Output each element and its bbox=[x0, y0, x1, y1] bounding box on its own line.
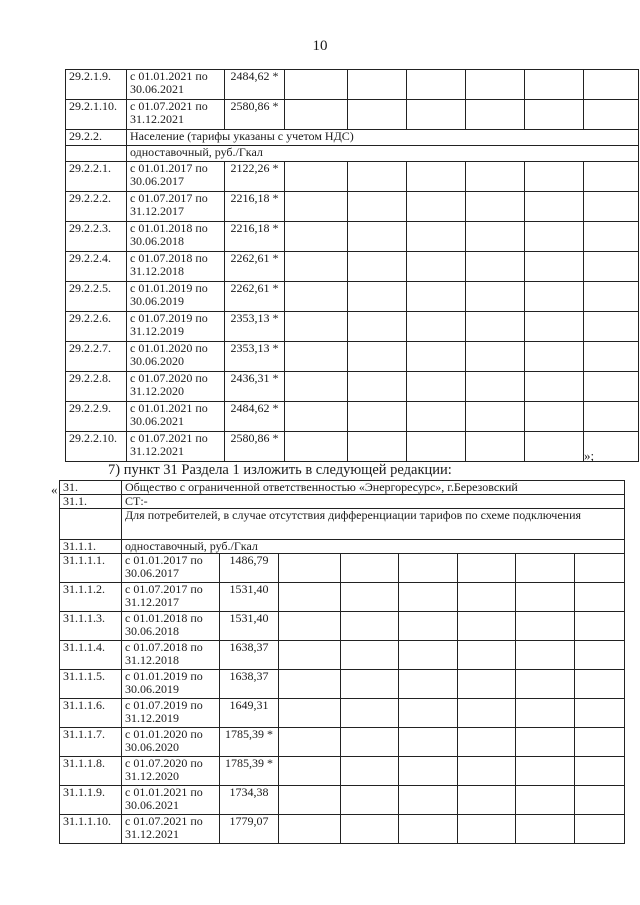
empty-cell bbox=[407, 70, 466, 100]
empty-cell bbox=[458, 699, 516, 728]
tariff-table-section-29 bbox=[65, 69, 639, 462]
empty-cell bbox=[341, 670, 399, 699]
empty-cell bbox=[516, 699, 575, 728]
empty-cell bbox=[466, 342, 525, 372]
row-period: с 01.01.2017 по 30.06.2017 bbox=[127, 162, 225, 192]
empty-cell bbox=[525, 192, 584, 222]
table-row bbox=[60, 495, 625, 509]
empty-cell bbox=[525, 402, 584, 432]
empty-cell bbox=[525, 162, 584, 192]
empty-cell bbox=[458, 554, 516, 583]
row-tariff-value: 2262,61 * bbox=[225, 282, 285, 312]
row-code: 31.1.1.4. bbox=[60, 641, 122, 670]
row-code: 29.2.1.10. bbox=[66, 100, 127, 130]
empty-cell bbox=[407, 252, 466, 282]
row-period: с 01.07.2018 по 31.12.2018 bbox=[122, 641, 220, 670]
empty-cell bbox=[525, 252, 584, 282]
empty-cell bbox=[466, 100, 525, 130]
empty-cell bbox=[516, 554, 575, 583]
empty-cell bbox=[575, 786, 625, 815]
empty-cell bbox=[399, 670, 458, 699]
empty-cell bbox=[348, 342, 407, 372]
closing-quote-mark: »; bbox=[584, 448, 595, 463]
row-code: 31.1.1.2. bbox=[60, 583, 122, 612]
row-period: с 01.01.2019 по 30.06.2019 bbox=[122, 670, 220, 699]
row-tariff-value: 1785,39 * bbox=[220, 757, 279, 786]
row-code: 31.1.1.8. bbox=[60, 757, 122, 786]
row-tariff-value: 1638,37 bbox=[220, 670, 279, 699]
empty-cell bbox=[407, 282, 466, 312]
empty-cell bbox=[399, 757, 458, 786]
empty-cell bbox=[525, 70, 584, 100]
table-row bbox=[60, 815, 625, 844]
empty-cell bbox=[466, 312, 525, 342]
row-code: 29.2.2.2. bbox=[66, 192, 127, 222]
empty-cell bbox=[584, 222, 639, 252]
empty-cell bbox=[575, 612, 625, 641]
empty-cell bbox=[399, 612, 458, 641]
empty-cell bbox=[348, 252, 407, 282]
empty-cell bbox=[279, 583, 341, 612]
empty-cell bbox=[285, 162, 348, 192]
empty-cell bbox=[458, 757, 516, 786]
empty-cell bbox=[399, 554, 458, 583]
table-row bbox=[66, 130, 639, 146]
empty-cell bbox=[516, 641, 575, 670]
empty-cell bbox=[285, 70, 348, 100]
empty-cell bbox=[341, 554, 399, 583]
empty-cell bbox=[466, 222, 525, 252]
row-tariff-value: 1785,39 * bbox=[220, 728, 279, 757]
empty-cell bbox=[285, 222, 348, 252]
row-period: с 01.01.2017 по 30.06.2017 bbox=[122, 554, 220, 583]
empty-cell bbox=[285, 402, 348, 432]
table-row bbox=[66, 312, 639, 342]
page-number: 10 bbox=[312, 38, 328, 54]
empty-cell bbox=[525, 222, 584, 252]
row-period: с 01.01.2018 по 30.06.2018 bbox=[122, 612, 220, 641]
row-tariff-value: 2353,13 * bbox=[225, 312, 285, 342]
empty-cell bbox=[575, 815, 625, 844]
table-row bbox=[66, 402, 639, 432]
row-tariff-value: 2262,61 * bbox=[225, 252, 285, 282]
row-period: с 01.01.2020 по 30.06.2020 bbox=[122, 728, 220, 757]
empty-cell bbox=[399, 728, 458, 757]
row-heading: Общество с ограниченной ответственностью «Энергоресурс», г.Березовский bbox=[122, 481, 625, 495]
row-tariff-value: 2216,18 * bbox=[225, 222, 285, 252]
empty-cell bbox=[516, 815, 575, 844]
empty-cell bbox=[285, 252, 348, 282]
empty-cell bbox=[407, 100, 466, 130]
empty-cell bbox=[399, 815, 458, 844]
empty-cell bbox=[399, 786, 458, 815]
empty-cell bbox=[466, 282, 525, 312]
table-row bbox=[66, 342, 639, 372]
row-tariff-value: 1649,31 bbox=[220, 699, 279, 728]
empty-cell bbox=[348, 402, 407, 432]
empty-cell bbox=[341, 786, 399, 815]
row-tariff-value: 2484,62 * bbox=[225, 70, 285, 100]
row-tariff-value: 2580,86 * bbox=[225, 100, 285, 130]
empty-cell bbox=[584, 282, 639, 312]
row-tariff-value: 2122,26 * bbox=[225, 162, 285, 192]
empty-cell bbox=[407, 372, 466, 402]
empty-cell bbox=[458, 786, 516, 815]
row-code bbox=[60, 509, 122, 540]
empty-cell bbox=[285, 342, 348, 372]
row-tariff-value: 1638,37 bbox=[220, 641, 279, 670]
empty-cell bbox=[341, 728, 399, 757]
empty-cell bbox=[279, 554, 341, 583]
table-row bbox=[66, 100, 639, 130]
empty-cell bbox=[348, 432, 407, 462]
empty-cell bbox=[348, 100, 407, 130]
empty-cell bbox=[525, 312, 584, 342]
table-row bbox=[60, 728, 625, 757]
row-tariff-value: 2353,13 * bbox=[225, 342, 285, 372]
empty-cell bbox=[285, 432, 348, 462]
empty-cell bbox=[341, 612, 399, 641]
row-period: с 01.07.2020 по 31.12.2020 bbox=[122, 757, 220, 786]
row-period: с 01.01.2018 по 30.06.2018 bbox=[127, 222, 225, 252]
empty-cell bbox=[399, 583, 458, 612]
row-tariff-value: 1779,07 bbox=[220, 815, 279, 844]
row-code: 29.2.2.6. bbox=[66, 312, 127, 342]
empty-cell bbox=[341, 815, 399, 844]
row-code: 29.2.2.5. bbox=[66, 282, 127, 312]
row-code: 31. bbox=[60, 481, 122, 495]
empty-cell bbox=[407, 162, 466, 192]
empty-cell bbox=[575, 699, 625, 728]
row-code: 31.1.1. bbox=[60, 540, 122, 554]
empty-cell bbox=[525, 342, 584, 372]
empty-cell bbox=[458, 815, 516, 844]
empty-cell bbox=[466, 372, 525, 402]
row-period: с 01.07.2017 по 31.12.2017 bbox=[127, 192, 225, 222]
empty-cell bbox=[279, 699, 341, 728]
row-period: с 01.01.2019 по 30.06.2019 bbox=[127, 282, 225, 312]
empty-cell bbox=[348, 70, 407, 100]
row-code: 29.2.2.1. bbox=[66, 162, 127, 192]
empty-cell bbox=[516, 757, 575, 786]
empty-cell bbox=[407, 432, 466, 462]
row-code: 29.2.2.4. bbox=[66, 252, 127, 282]
empty-cell bbox=[466, 432, 525, 462]
row-code: 29.2.2.10. bbox=[66, 432, 127, 462]
empty-cell bbox=[584, 162, 639, 192]
empty-cell bbox=[575, 757, 625, 786]
table-row bbox=[66, 70, 639, 100]
empty-cell bbox=[458, 583, 516, 612]
empty-cell bbox=[516, 728, 575, 757]
empty-cell bbox=[285, 192, 348, 222]
empty-cell bbox=[525, 432, 584, 462]
table-row bbox=[66, 282, 639, 312]
row-code: 29.2.2.7. bbox=[66, 342, 127, 372]
empty-cell bbox=[458, 728, 516, 757]
table-row bbox=[60, 554, 625, 583]
empty-cell bbox=[584, 312, 639, 342]
row-code: 31.1.1.9. bbox=[60, 786, 122, 815]
table-row bbox=[60, 641, 625, 670]
table-row bbox=[60, 612, 625, 641]
tariff-table-section-31 bbox=[59, 480, 625, 844]
empty-cell bbox=[584, 70, 639, 100]
empty-cell bbox=[279, 641, 341, 670]
empty-cell bbox=[458, 612, 516, 641]
row-code: 31.1.1.10. bbox=[60, 815, 122, 844]
row-heading: Для потребителей, в случае отсутствия дифференциации тарифов по схеме подключения bbox=[122, 509, 625, 540]
row-code: 31.1.1.5. bbox=[60, 670, 122, 699]
empty-cell bbox=[575, 670, 625, 699]
row-code: 29.2.2.3. bbox=[66, 222, 127, 252]
table-row bbox=[66, 162, 639, 192]
table-row bbox=[60, 699, 625, 728]
empty-cell bbox=[584, 100, 639, 130]
table-row bbox=[60, 757, 625, 786]
empty-cell bbox=[407, 192, 466, 222]
empty-cell bbox=[584, 372, 639, 402]
row-period: с 01.01.2021 по 30.06.2021 bbox=[127, 402, 225, 432]
row-code: 29.2.2.8. bbox=[66, 372, 127, 402]
row-code: 31.1.1.6. bbox=[60, 699, 122, 728]
row-heading: Население (тарифы указаны с учетом НДС) bbox=[127, 130, 639, 146]
empty-cell bbox=[341, 757, 399, 786]
empty-cell bbox=[348, 312, 407, 342]
row-heading: одноставочный, руб./Гкал bbox=[122, 540, 625, 554]
row-tariff-value: 2436,31 * bbox=[225, 372, 285, 402]
empty-cell bbox=[575, 583, 625, 612]
row-code bbox=[66, 146, 127, 162]
row-period: с 01.07.2021 по 31.12.2021 bbox=[122, 815, 220, 844]
empty-cell bbox=[584, 342, 639, 372]
row-period: с 01.01.2021 по 30.06.2021 bbox=[127, 70, 225, 100]
empty-cell bbox=[466, 70, 525, 100]
empty-cell bbox=[407, 222, 466, 252]
empty-cell bbox=[516, 670, 575, 699]
row-tariff-value: 2484,62 * bbox=[225, 402, 285, 432]
row-period: с 01.07.2020 по 31.12.2020 bbox=[127, 372, 225, 402]
row-period: с 01.01.2020 по 30.06.2020 bbox=[127, 342, 225, 372]
empty-cell bbox=[466, 402, 525, 432]
empty-cell bbox=[407, 342, 466, 372]
table-row bbox=[66, 432, 639, 462]
table-row bbox=[60, 540, 625, 554]
row-heading: СТ:- bbox=[122, 495, 625, 509]
empty-cell bbox=[279, 815, 341, 844]
empty-cell bbox=[466, 252, 525, 282]
table-row bbox=[60, 786, 625, 815]
table-row bbox=[60, 583, 625, 612]
row-code: 31.1. bbox=[60, 495, 122, 509]
empty-cell bbox=[407, 402, 466, 432]
empty-cell bbox=[279, 728, 341, 757]
empty-cell bbox=[341, 641, 399, 670]
empty-cell bbox=[516, 786, 575, 815]
empty-cell bbox=[575, 728, 625, 757]
empty-cell bbox=[525, 100, 584, 130]
opening-quote-mark: « bbox=[51, 482, 58, 497]
row-period: с 01.07.2019 по 31.12.2019 bbox=[122, 699, 220, 728]
empty-cell bbox=[466, 162, 525, 192]
empty-cell bbox=[575, 641, 625, 670]
empty-cell bbox=[458, 641, 516, 670]
empty-cell bbox=[466, 192, 525, 222]
empty-cell bbox=[399, 641, 458, 670]
row-tariff-value: 2216,18 * bbox=[225, 192, 285, 222]
row-code: 29.2.1.9. bbox=[66, 70, 127, 100]
row-period: с 01.07.2018 по 31.12.2018 bbox=[127, 252, 225, 282]
table-row bbox=[60, 670, 625, 699]
empty-cell bbox=[279, 786, 341, 815]
empty-cell bbox=[285, 282, 348, 312]
empty-cell bbox=[407, 312, 466, 342]
row-tariff-value: 1531,40 bbox=[220, 583, 279, 612]
table-row bbox=[66, 192, 639, 222]
row-tariff-value: 1734,38 bbox=[220, 786, 279, 815]
empty-cell bbox=[285, 372, 348, 402]
table-row bbox=[60, 509, 625, 540]
empty-cell bbox=[341, 699, 399, 728]
empty-cell bbox=[348, 372, 407, 402]
row-period: с 01.07.2021 по 31.12.2021 bbox=[127, 100, 225, 130]
row-period: с 01.07.2021 по 31.12.2021 bbox=[127, 432, 225, 462]
empty-cell bbox=[516, 583, 575, 612]
empty-cell bbox=[399, 699, 458, 728]
empty-cell bbox=[584, 402, 639, 432]
empty-cell bbox=[584, 192, 639, 222]
table-row bbox=[60, 481, 625, 495]
empty-cell bbox=[516, 612, 575, 641]
empty-cell bbox=[279, 670, 341, 699]
empty-cell bbox=[348, 162, 407, 192]
table-row bbox=[66, 146, 639, 162]
row-code: 29.2.2.9. bbox=[66, 402, 127, 432]
row-code: 31.1.1.1. bbox=[60, 554, 122, 583]
row-code: 31.1.1.7. bbox=[60, 728, 122, 757]
row-tariff-value: 2580,86 * bbox=[225, 432, 285, 462]
row-period: с 01.01.2021 по 30.06.2021 bbox=[122, 786, 220, 815]
table-row bbox=[66, 222, 639, 252]
empty-cell bbox=[348, 282, 407, 312]
empty-cell bbox=[525, 372, 584, 402]
empty-cell bbox=[279, 612, 341, 641]
row-period: с 01.07.2019 по 31.12.2019 bbox=[127, 312, 225, 342]
empty-cell bbox=[285, 312, 348, 342]
empty-cell bbox=[584, 252, 639, 282]
table-row bbox=[66, 372, 639, 402]
empty-cell bbox=[525, 282, 584, 312]
row-heading: одноставочный, руб./Гкал bbox=[127, 146, 639, 162]
amendment-instruction: 7) пункт 31 Раздела 1 изложить в следующей редакции: bbox=[108, 462, 452, 478]
empty-cell bbox=[575, 554, 625, 583]
empty-cell bbox=[348, 222, 407, 252]
row-tariff-value: 1531,40 bbox=[220, 612, 279, 641]
row-tariff-value: 1486,79 bbox=[220, 554, 279, 583]
empty-cell bbox=[348, 192, 407, 222]
empty-cell bbox=[279, 757, 341, 786]
row-code: 29.2.2. bbox=[66, 130, 127, 146]
empty-cell bbox=[285, 100, 348, 130]
empty-cell bbox=[458, 670, 516, 699]
row-period: с 01.07.2017 по 31.12.2017 bbox=[122, 583, 220, 612]
empty-cell bbox=[341, 583, 399, 612]
row-code: 31.1.1.3. bbox=[60, 612, 122, 641]
table-row bbox=[66, 252, 639, 282]
